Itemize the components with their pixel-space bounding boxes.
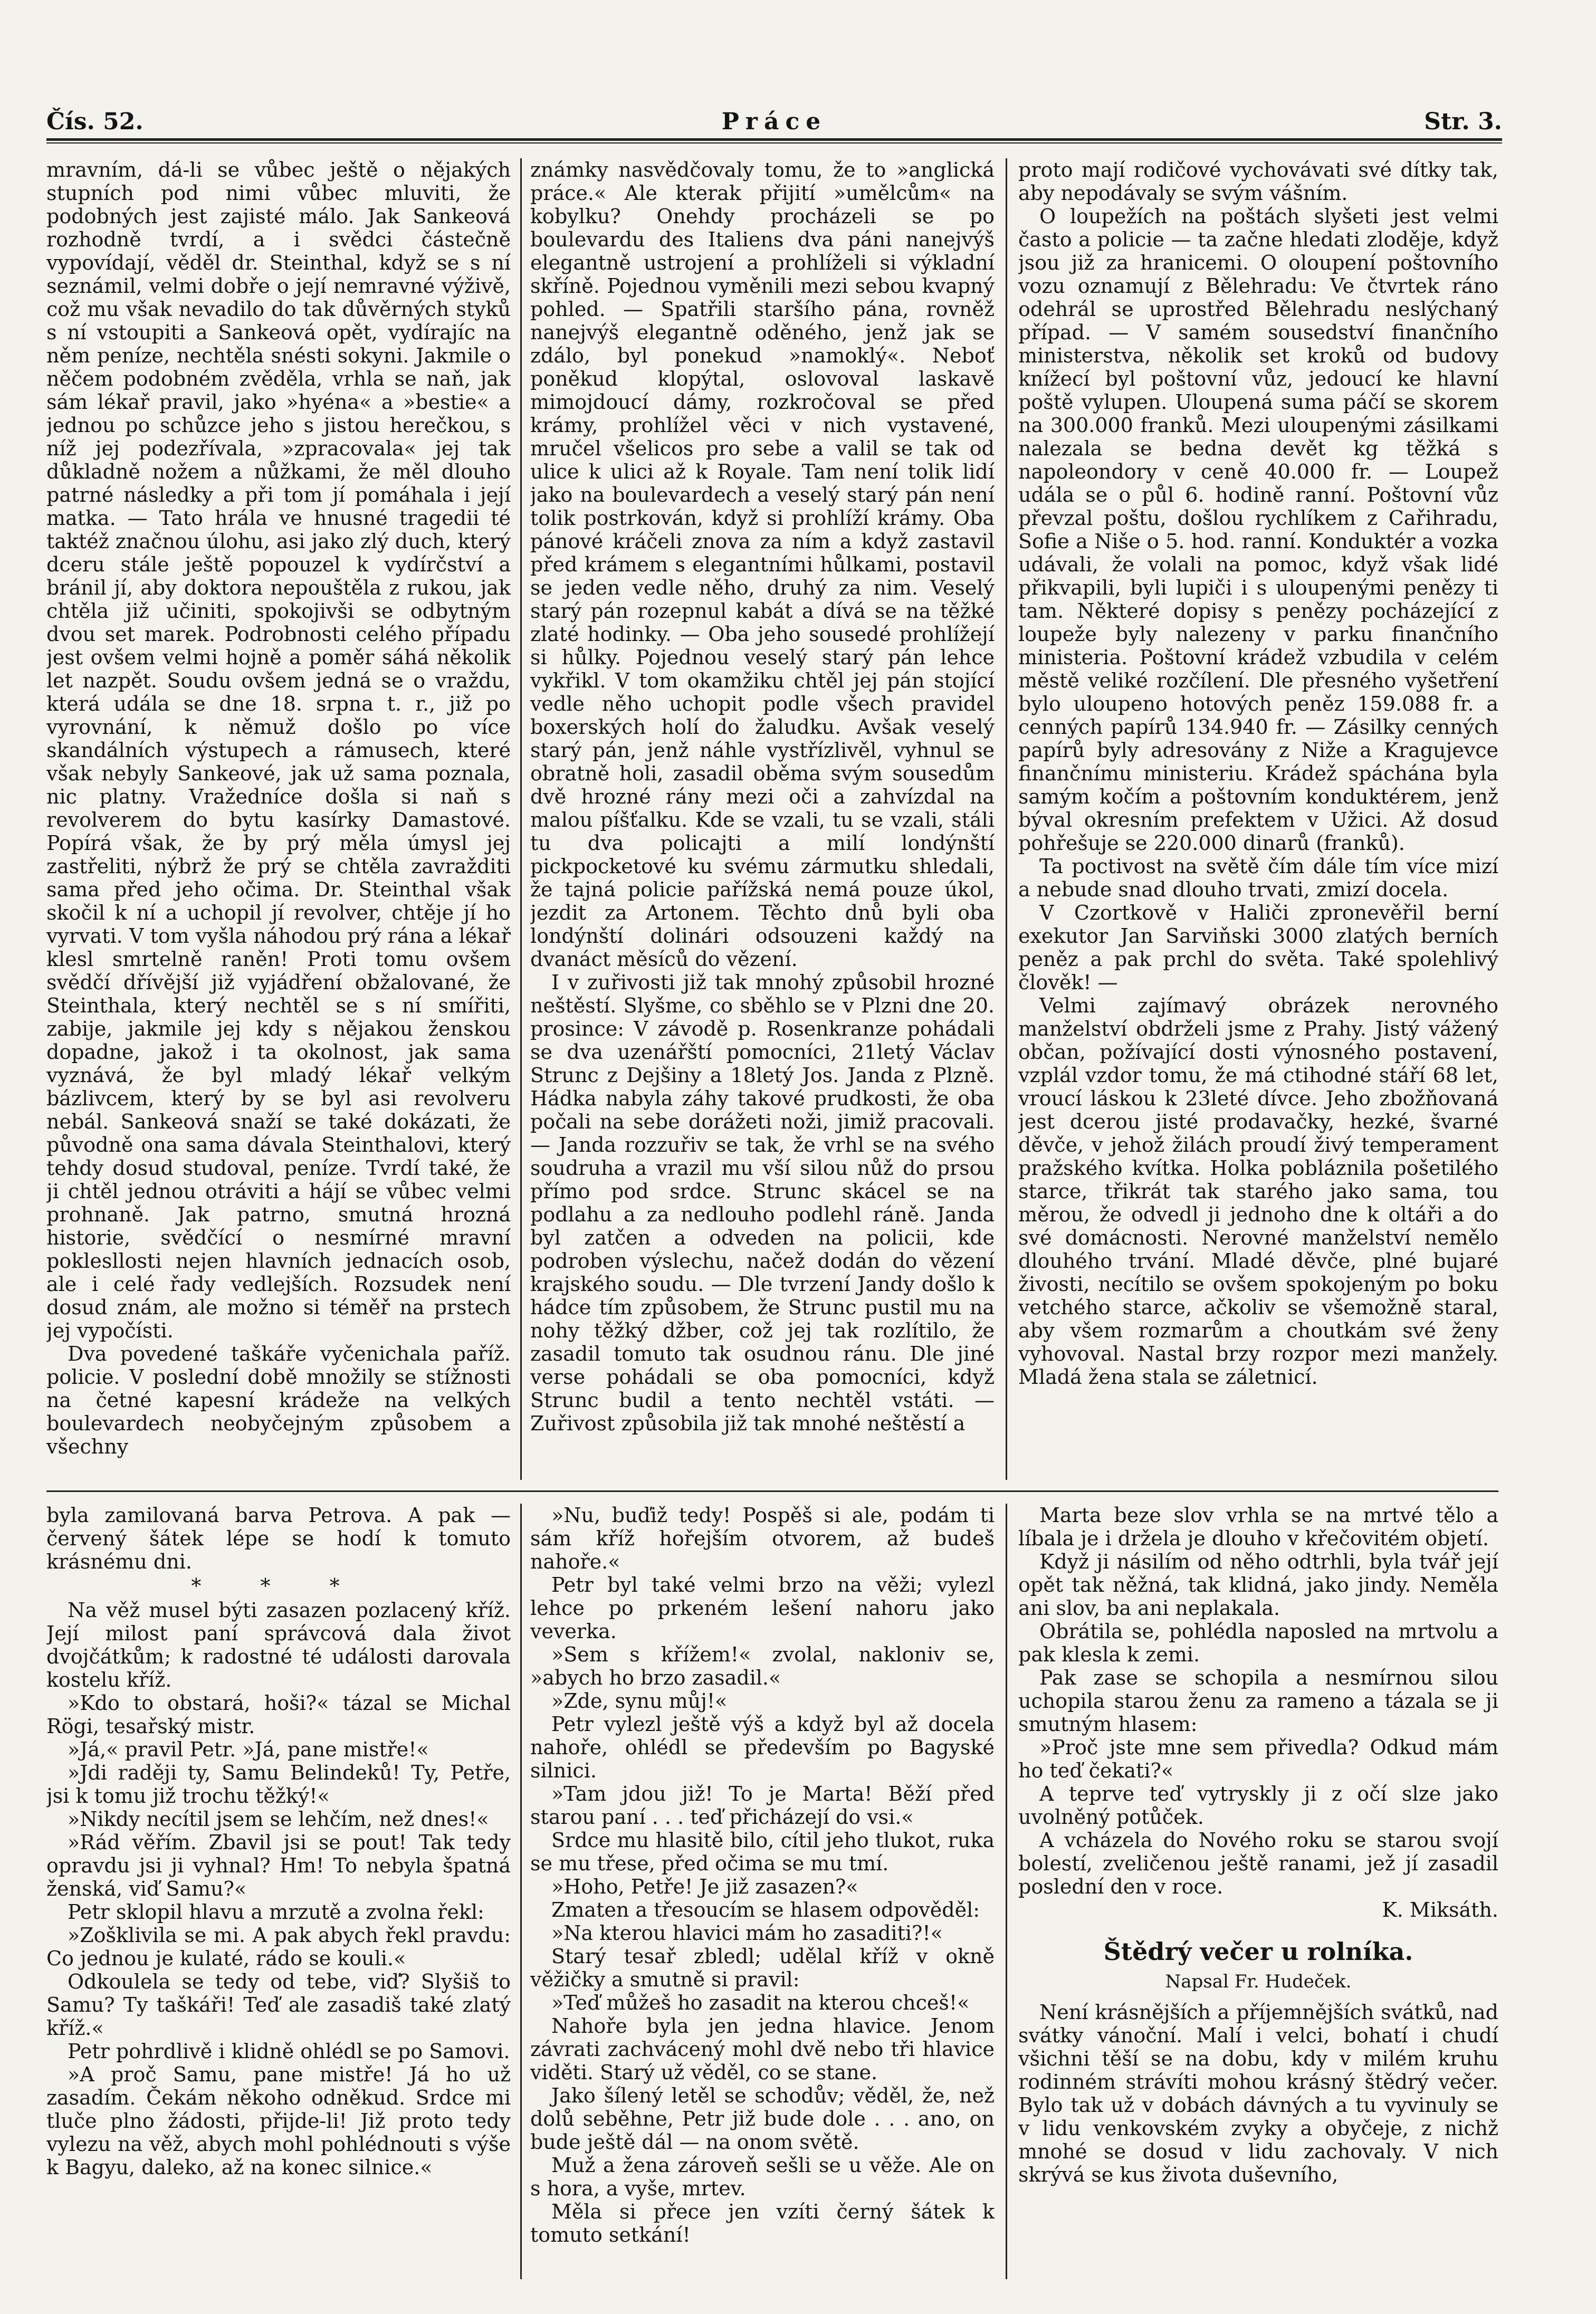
article-author: Napsal Fr. Hudeček. [1165, 1971, 1352, 1992]
paragraph: Dva povedené taškáře vyčenichala paříž. policie. V poslední době množily se stížnosti na četné kapesní krádeže na velkých boulevardech neobyčejným způsobem a všechny [46, 1342, 511, 1458]
paragraph: »Tam jdou již! To je Marta! Běží před starou paní . . . teď přicházejí do vsi.« [530, 1782, 995, 1829]
paragraph: »Rád věřím. Zbavil jsi se pout! Tak tedy opravdu jsi ji vyhnal? Hm! To nebyla špatná ženská, viď Samu?« [46, 1831, 511, 1900]
article-title: Štědrý večer u rolníka. [1103, 1937, 1413, 1966]
header-rule-thin [46, 142, 1502, 144]
paragraph: mravním, dá-li se vůbec ještě o nějakých stupních pod nimi vůbec mluviti, že podobných jest zajisté málo. Jak Sankeová rozhodně tvrdí, a i svědci částečně vypovídají, věděl dr. Steinthal, když se s ní seznámil, velmi dobře o její nemravné výživě, což mu však nevadilo do tak důvěrných styků s ní vstoupiti a Sankeová opět, vydírajíc na něm peníze, nechtěla snésti sokyni. Jakmile o něčem podobném zvěděla, vrhla se naň, jak sám lékař pravil, jako »hyéna« a »bestie« a jednou po schůzce jeho s jistou herečkou, s níž jej podezřívala, »zpracovala« jej tak důkladně nožem a nůžkami, že měl dlouho patrné následky a při tom jí pomáhala i její matka. — Tato hrála ve hnusné tragedii té taktéž značnou úlohu, asi jako zlý duch, který dceru stále ještě popouzel k vydírčství a bránil jí, aby doktora nepouštěla z rukou, jak chtěla již učiniti, spokojivši se odbytným dvou set marek. Podrobnosti celého případu jest ovšem velmi hojně a poměr sáhá několik let nazpět. Soudu ovšem jedná se o vraždu, která udála se dne 18. srpna t. r., již po vyrovnání, k němuž došlo po více skandálních výstupech a rámusech, které však nebyly Sankeové, jak už sama poznala, nic platny. Vražedníce došla si naň s revolverem do bytu kasírky Damastové. Popírá však, že by prý měla úmysl jej zastřeliti, nýbrž že prý se chtěla zavražditi sama před jeho očima. Dr. Steinthal však skočil k ní a uchopil jí revolver, chtěje jí ho vyrvati. V tom vyšla náhodou prý rána a lékař klesl smrtelně raněn! Proti tomu ovšem svědčí dřívější již vyjádření obžalované, že Steinthala, který nechtěl se s ní smířiti, zabije, jakmile jej kdy s nějakou ženskou dopadne, jakož i ta okolnost, jak sama vyznává, že byl mladý lékař velkým bázlivcem, který by se byl asi revolveru nebál. Sankeová snaží se také dokázati, že původně ona sama dávala Steinthalovi, který tehdy dosud studoval, peníze. Tvrdí také, že ji chtěl jednou otráviti a hájí se vůbec velmi prohnaně. Jak patrno, smutná hrozná historie, svědčící o nesmírné mravní poklesllosti nejen hlavních jednacích osob, ale i celé řady vedlejších. Rozsudek není dosud znám, ale možno si téměř na prstech jej vypočísti. [46, 158, 511, 1342]
section-break-stars: * * * [191, 1574, 366, 1598]
paragraph: »Sem s křížem!« zvolal, nakloniv se, »abych ho brzo zasadil.« [530, 1643, 995, 1689]
paragraph: Na věž musel býti zasazen pozlacený kříž. Její milost paní správcová dala život dvojčátkům; k radostné té události darovala kostelu kříž. [46, 1599, 511, 1691]
column-divider [520, 1504, 522, 2279]
paragraph: »Kdo to obstará, hoši?« tázal se Michal Rögi, tesařský mistr. [46, 1691, 511, 1738]
paragraph: Měla si přece jen vzíti černý šátek k tomuto setkání! [530, 2200, 995, 2246]
paragraph: »Proč jste mne sem přivedla? Odkud mám ho teď čekati?« [1018, 1736, 1498, 1782]
paragraph: V Czortkově v Haliči zpronevěřil berní exekutor Jan Sarviňski 3000 zlatých berních peněz a pak prchl do světa. Také spolehlivý člověk! — [1018, 901, 1498, 994]
column-divider [520, 158, 522, 1480]
paragraph: Petr sklopil hlavu a mrzutě a zvolna řekl: [68, 1900, 484, 1924]
paragraph: »A proč Samu, pane mistře! Já ho už zasadím. Čekám někoho odněkud. Srdce mi tluče plno žádosti, přijde-li! Již proto tedy vylezu na věž, abych mohl pohlédnouti s výše k Bagyu, daleko, až na konec silnice.« [46, 2063, 511, 2179]
header-rule [46, 138, 1502, 141]
paragraph: Starý tesař zbledl; udělal kříž v okně věžičky a smutně si pravil: [530, 1945, 995, 1991]
paragraph: Nahoře byla jen jedna hlavice. Jenom závrati zachvácený mohl dvě nebo tři hlavice viděti. Starý už věděl, co se stane. [530, 2014, 995, 2084]
page-number: Str. 3. [1424, 108, 1502, 135]
paragraph: »Teď můžeš ho zasadit na kterou chceš!« [551, 1991, 970, 2014]
paragraph: »Nikdy necítil jsem se lehčím, než dnes!« [68, 1808, 489, 1831]
paragraph: Zmaten a třesoucím se hlasem odpověděl: [551, 1898, 980, 1921]
paragraph: Ta poctivost na světě čím dále tím více mizí a nebude snad dlouho trvati, zmizí docela. [1018, 855, 1498, 901]
section-separator [46, 1490, 1498, 1492]
paragraph: Petr pohrdlivě i klidně ohlédl se po Samovi. [68, 2040, 510, 2063]
newspaper-title: Práce [721, 108, 827, 135]
paragraph: A vcházela do Nového roku se starou svojí bolestí, zveličenou ještě ranami, jež jí zasadil poslední den v roce. [1018, 1829, 1498, 1898]
paragraph: Petr byl také velmi brzo na věži; vylezl lehce po prkeném lešení nahoru jako veverka. [530, 1573, 995, 1643]
issue-number: Čís. 52. [46, 108, 144, 135]
page-header [46, 108, 1502, 140]
paragraph: byla zamilovaná barva Petrova. A pak — červený šátek lépe se hodí k tomuto krásnému dni. [46, 1504, 511, 1573]
paragraph: A teprve teď vytryskly ji z očí slze jako uvolněný potůček. [1018, 1782, 1498, 1829]
paragraph: Marta beze slov vrhla se na mrtvé tělo a líbala je i držela je dlouho v křečovitém objetí. [1018, 1504, 1498, 1550]
paragraph: Jako šílený letěl se schodův; věděl, že, než dolů seběhne, Petr již bude dole . . . ano, on bude ještě dál — na onom světě. [530, 2084, 995, 2154]
paragraph: »Na kterou hlavici mám ho zasaditi?!« [551, 1921, 943, 1945]
top-column-1 [46, 158, 511, 1480]
story-signature: K. Miksáth. [1382, 1898, 1498, 1921]
column-divider [1006, 158, 1007, 1480]
paragraph: Odkoulela se tedy od tebe, viď? Slyšiš to Samu? Ty taškáři! Teď ale zasadiš také zlatý kříž.« [46, 1970, 511, 2040]
paragraph: »Nu, buďiž tedy! Pospěš si ale, podám ti sám kříž hořejším otvorem, až budeš nahoře.« [530, 1504, 995, 1573]
paragraph: O loupežích na poštách slyšeti jest velmi často a policie — ta začne hledati zloděje, když jsou již za hranicemi. O oloupení poštovního vozu oznamují z Bělehradu: Ve čtvrtek ráno odehrál se uprostřed Bělehradu neslýchaný případ. — V samém sousedství finančního ministerstva, několik set kroků od budovy knížecí byl poštovní vůz, jedoucí ke hlavní poště vylupen. Uloupená suma páčí se skorem na 300.000 franků. Mezi uloupenými zásilkami nalezala se bedna devět kg těžká s napoleondory v ceně 40.000 fr. — Loupež udála se o půl 6. hodině ranní. Poštovní vůz převzal poštu, došlou rychlíkem z Cařihradu, Sofie a Niše o 5. hod. ranní. Konduktér a vozka udávali, že volali na pomoc, když však lidé přikvapili, byli lupiči i s uloupenými penězy ti tam. Některé dopisy s penězy pocházející z loupeže byly nalezeny v parku finančního ministeria. Poštovní krádež vzbudila v celém městě veliké rozčílení. Dle přesného vyšetření bylo uloupeno hotových peněz 159.088 fr. a cenných papírů 134.940 fr. — Zásilky cenných papírů byly adresovány z Niže a Kragujevce finančnímu ministeriu. Krádež spáchána byla samým kočím a poštovním konduktérem, jenž býval okresním prefektem v Užici. Až dosud pohřešuje se 220.000 dinarů (franků). [1018, 205, 1498, 855]
bottom-column-3 [1018, 1504, 1498, 2279]
paragraph: proto mají rodičové vychovávati své dítky tak, aby nepodávaly se svým vášním. [1018, 158, 1498, 205]
paragraph: I v zuřivosti již tak mnohý způsobil hrozné neštěstí. Slyšme, co sběhlo se v Plzni dne 20. prosince: V závodě p. Rosenkranze pohádali se dva uzenářští pomocníci, 21letý Václav Strunc z Dejšiny a 18letý Jos. Janda z Plzně. Hádka nabyla záhy takové prudkosti, že oba počali na sebe dorážeti noži, jimiž pracovali. — Janda rozzuřiv se tak, že vrhl se na svého soudruha a vrazil mu vší silou nůž do prsou přímo pod srdce. Strunc skácel se na podlahu a za nedlouho podlehl ráně. Janda byl zatčen a odveden na policii, kde podroben výslechu, načež dodán do vězení krajského soudu. — Dle tvrzení Jandy došlo k hádce tím způsobem, že Strunc pustil mu na nohy těžký džber, což jej tak rozlítilo, že zasadil tomuto tak osudnou ránu. Dle jiné verse pohádali se oba pomocníci, když Strunc budil a tento nechtěl vstáti. — Zuřivost způsobila již tak mnohé neštěstí a [530, 971, 995, 1435]
bottom-column-1 [46, 1504, 511, 2279]
paragraph: »Zošklivila se mi. A pak abych řekl pravdu: Co jednou je kulaté, rádo se kouli.« [46, 1924, 511, 1970]
top-column-2 [530, 158, 995, 1480]
paragraph: Muž a žena zároveň sešli se u věže. Ale on s hora, a vyše, mrtev. [530, 2154, 995, 2200]
paragraph: »Zde, synu můj!« [551, 1689, 728, 1713]
paragraph: »Jdi raději ty, Samu Belindeků! Ty, Petře, jsi k tomu již trochu těžký!« [46, 1761, 511, 1808]
paragraph: Obrátila se, pohlédla naposled na mrtvolu a pak klesla k zemi. [1018, 1620, 1498, 1666]
paragraph: Není krásnějších a příjemnějších svátků, nad svátky vánoční. Malí i velci, bohatí i chudí všichni těší se na dobu, kdy v milém kruhu rodinném strávíti mohou krásný štědrý večer. Bylo tak už v dobách dávných a tu vyvinuly se v lidu venkovském zvyky a obyčeje, z nichž mnohé se dosud v lidu zachovaly. V nich skrývá se kus života duševního, [1018, 2001, 1498, 2186]
paragraph: »Hoho, Petře! Je již zasazen?« [551, 1875, 858, 1898]
paragraph: Když ji násilím od něho odtrhli, byla tvář její opět tak něžná, tak klidná, jako jindy. Neměla ani slov, ba ani neplakala. [1018, 1550, 1498, 1620]
paragraph: Petr vylezl ještě výš a když byl až docela nahoře, ohlédl se především po Bagyské silnici. [530, 1713, 995, 1782]
paragraph: Pak zase se schopila a nesmírnou silou uchopila starou ženu za rameno a tázala se ji smutným hlasem: [1018, 1666, 1498, 1736]
column-divider [1006, 1504, 1007, 2279]
paragraph: »Já,« pravil Petr. »Já, pane mistře!« [68, 1738, 429, 1761]
bottom-column-2 [530, 1504, 995, 2279]
top-column-3 [1018, 158, 1498, 1480]
paragraph: Srdce mu hlasitě bilo, cítil jeho tlukot, ruka se mu třese, před očima se mu tmí. [530, 1829, 995, 1875]
paragraph: známky nasvědčovaly tomu, že to »anglická práce.« Ale kterak přijití »umělcům« na kobylku? Onehdy procházeli se po boulevardu des Italiens dva páni nanejvýš elegantně ustrojení a prohlíželi si výkladní skříně. Pojednou vyměnili mezi sebou kvapný pohled. — Spatřili staršího pána, rovněž nanejvýš elegantně oděného, jenž jak se zdálo, byl ponekud »namoklý«. Neboť poněkud klopýtal, oslovoval laskavě mimojdoucí dámy, rozkročoval se před krámy, prohlížel věci v nich vystavené, mručel všelicos pro sebe a valil se tak od ulice k ulici až k Royale. Tam není tolik lidí jako na boulevardech a veselý starý pán není tolik postrkován, když si prohlíží krámy. Oba pánové kráčeli znova za ním a když zastavil před krámem s elegantními hůlkami, postavil se jeden vedle něho, druhý za nim. Veselý starý pán rozepnul kabát a dívá se na těžké zlaté hodinky. — Oba jeho sousedé prohlížejí si hůlky. Pojednou veselý starý pán lehce vykřikl. V tom okamžiku chtěl jej pán stojící vedle něho uchopit podle všech pravidel boxerských holí do žaludku. Avšak veselý starý pán, jenž náhle vystřízlivěl, vyhnul se obratně holi, zasadil oběma svým sousedům dvě hrozné rány mezi oči a zahvízdal na malou píšťalku. Kde se vzali, tu se vzali, stáli tu dva policajti a milí londýnští pickpocketové ku svému zármutku shledali, že tajná policie pařížská nemá pouze úkol, jezdit za Artonem. Těchto dnů byli oba londýnští dolinári odsouzeni každý na dvanáct měsíců do vězení. [530, 158, 995, 971]
paragraph: Velmi zajímavý obrázek nerovného manželství obdrželi jsme z Prahy. Jistý vážený občan, požívající dosti výnosného postavení, vzplál vzdor tomu, že má ctihodné stáří 68 let, vroucí láskou k 23leté dívce. Jeho zbožňovaná jest dcerou jisté prodavačky, hezké, švarné děvče, v jehož žilách proudí živý temperament pražského kvítka. Holka pobláznila pošetilého starce, třikrát tak starého jako sama, tou měrou, že odvedl ji jednoho dne k oltáři a do své domácnosti. Nerovné manželství nemělo dlouhého trvání. Mladé děvče, plné bujaré živosti, necítilo se ovšem spokojeným po boku vetchého starce, ačkoliv se všemožně staral, aby všem rozmarům a choutkám své ženy vyhovoval. Nastal brzy rozpor mezi manžely. Mladá žena stala se záletnicí. [1018, 994, 1498, 1389]
